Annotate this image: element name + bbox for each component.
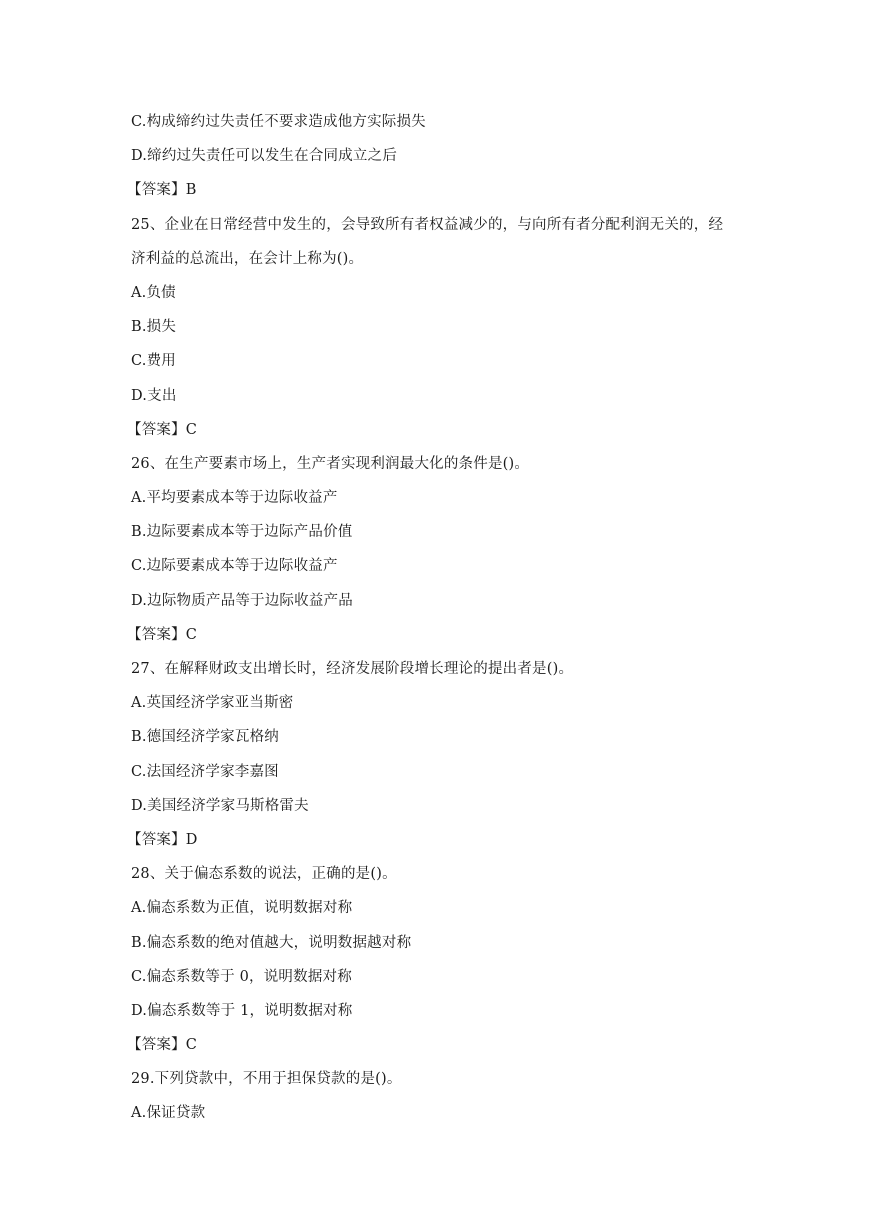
- option-line: C.偏态系数等于 0，说明数据对称: [131, 968, 352, 985]
- question-line: 25、企业在日常经营中发生的，会导致所有者权益减少的，与向所有者分配利润无关的，经: [131, 216, 724, 233]
- option-line: C.边际要素成本等于边际收益产: [131, 558, 338, 575]
- option-line: D.支出: [131, 387, 177, 404]
- answer-line: 【答案】D: [127, 831, 198, 848]
- option-line: C.法国经济学家李嘉图: [131, 763, 279, 780]
- option-line: A.英国经济学家亚当斯密: [131, 695, 294, 712]
- option-line: A.负债: [131, 284, 176, 301]
- option-line: B.德国经济学家瓦格纳: [131, 729, 279, 746]
- question-line: 29.下列贷款中，不用于担保贷款的是()。: [131, 1071, 402, 1088]
- question-line: 26、在生产要素市场上，生产者实现利润最大化的条件是()。: [131, 455, 530, 472]
- option-line: B.边际要素成本等于边际产品价值: [131, 524, 353, 541]
- answer-line: 【答案】C: [127, 421, 198, 438]
- answer-line: 【答案】C: [127, 1037, 198, 1054]
- option-line: B.损失: [131, 319, 177, 336]
- answer-line: 【答案】B: [127, 182, 197, 199]
- option-line: D.边际物质产品等于边际收益产品: [131, 592, 353, 609]
- option-line: A.偏态系数为正值，说明数据对称: [131, 900, 353, 917]
- option-line: D.缔约过失责任可以发生在合同成立之后: [131, 148, 398, 165]
- option-line: C.构成缔约过失责任不要求造成他方实际损失: [131, 114, 426, 130]
- option-line: A.保证贷款: [131, 1105, 206, 1122]
- option-line: C.费用: [131, 353, 176, 370]
- question-line: 28、关于偏态系数的说法，正确的是()。: [131, 866, 397, 883]
- option-line: D.偏态系数等于 1，说明数据对称: [131, 1002, 353, 1019]
- question-line: 27、在解释财政支出增长时，经济发展阶段增长理论的提出者是()。: [131, 661, 574, 677]
- option-line: A.平均要素成本等于边际收益产: [131, 490, 338, 507]
- answer-line: 【答案】C: [127, 626, 198, 643]
- option-line: B.偏态系数的绝对值越大，说明数据越对称: [131, 934, 412, 951]
- document-body: [127, 110, 751, 1136]
- option-line: D.美国经济学家马斯格雷夫: [131, 797, 309, 814]
- question-line: 济利益的总流出，在会计上称为()。: [131, 250, 364, 267]
